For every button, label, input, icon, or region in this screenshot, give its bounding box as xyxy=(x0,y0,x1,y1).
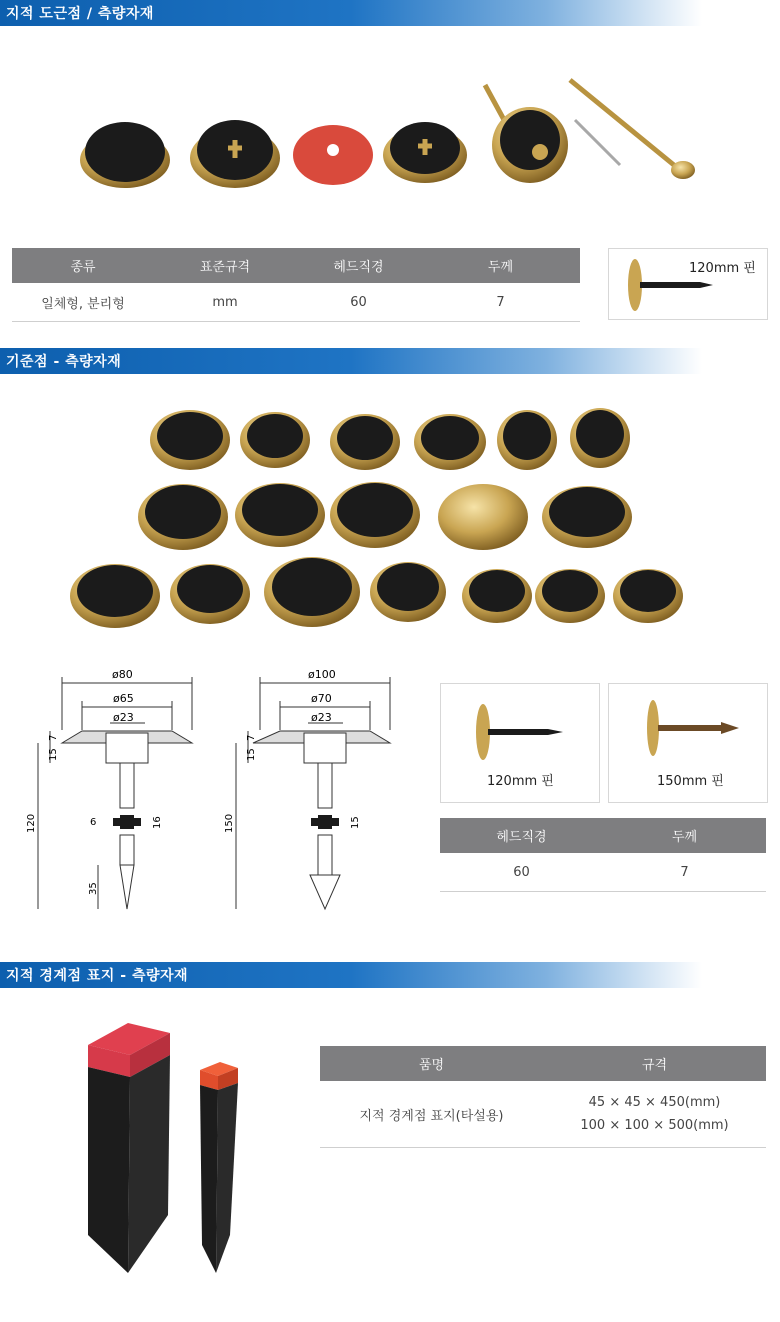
col-spec: 규격 xyxy=(543,1046,766,1081)
marker-disc-2 xyxy=(190,120,280,188)
long-nail xyxy=(570,80,695,179)
dim-height-15: 15 xyxy=(246,748,257,761)
cell-thickness: 7 xyxy=(421,283,580,322)
large-boundary-stake xyxy=(88,1023,170,1273)
section-title: 지적 경계점 표지 - 측량자재 xyxy=(6,968,189,984)
pin-120-caption: 120mm 핀 xyxy=(487,774,554,789)
boundary-marker-spec-table xyxy=(320,1046,766,1148)
dim-total-length: 120 xyxy=(26,813,37,833)
dim-cross-width: 6 xyxy=(90,817,97,828)
marker-disc-1 xyxy=(80,122,170,188)
table-row xyxy=(440,853,766,892)
dim-height-7: 7 xyxy=(246,734,257,741)
col-product-name: 품명 xyxy=(320,1046,543,1081)
dim-cross-height: 16 xyxy=(152,816,163,829)
cell-thickness: 7 xyxy=(603,853,766,892)
table-header-row xyxy=(320,1046,766,1081)
col-head-diameter: 헤드직경 xyxy=(440,818,603,853)
section-banner-gijunjeom xyxy=(0,348,780,374)
pin-150-box xyxy=(608,683,768,803)
dim-outer-diameter: ø100 xyxy=(308,668,336,681)
dim-height-15: 15 xyxy=(48,748,59,761)
cell-head-diameter: 60 xyxy=(440,853,603,892)
technical-drawing-80 xyxy=(20,665,210,915)
marker-disc-3 xyxy=(383,122,467,183)
table-header-row xyxy=(440,818,766,853)
dim-mid-diameter: ø70 xyxy=(311,692,332,705)
table-row xyxy=(12,283,580,322)
col-standard: 표준규격 xyxy=(154,248,296,283)
cell-standard: mm xyxy=(154,283,296,322)
dim-cross-height: 15 xyxy=(350,816,361,829)
survey-markers-photo xyxy=(70,70,710,200)
technical-drawing-100 xyxy=(218,665,418,915)
col-type: 종류 xyxy=(12,248,154,283)
dim-height-7: 7 xyxy=(48,734,59,741)
dim-total-length: 150 xyxy=(224,813,235,833)
cell-head-diameter: 60 xyxy=(296,283,421,322)
dim-mid-diameter: ø65 xyxy=(113,692,134,705)
section-title: 지적 도근점 / 측량자재 xyxy=(6,6,154,22)
cell-type: 일체형, 분리형 xyxy=(12,283,154,322)
pin-photo-box xyxy=(608,248,768,320)
pin-150-caption: 150mm 핀 xyxy=(657,774,724,789)
pin-150-image xyxy=(643,698,743,758)
marker-disc-red xyxy=(293,125,373,185)
cell-spec xyxy=(543,1081,766,1148)
dim-inner-diameter: ø23 xyxy=(311,711,332,724)
col-head-diameter: 헤드직경 xyxy=(296,248,421,283)
small-boundary-stake xyxy=(200,1062,238,1273)
small-nail xyxy=(575,120,620,165)
section-banner-dogeunjeom xyxy=(0,0,780,26)
gijunjeom-spec-table xyxy=(440,818,766,892)
dim-inner-diameter: ø23 xyxy=(113,711,134,724)
table-row xyxy=(320,1081,766,1148)
cell-product-name: 지적 경계점 표지(타설용) xyxy=(320,1081,543,1148)
pin-120-image xyxy=(471,702,571,762)
reference-markers-photo xyxy=(65,400,695,635)
marker-with-nail xyxy=(485,85,568,183)
col-thickness: 두께 xyxy=(421,248,580,283)
spec-large: 100 × 100 × 500(mm) xyxy=(580,1118,729,1133)
section-banner-boundary-marker xyxy=(0,962,780,988)
table-header-row xyxy=(12,248,580,283)
dim-tip-length: 35 xyxy=(88,882,99,895)
dogeunjeom-spec-table xyxy=(12,248,580,322)
boundary-marker-photo xyxy=(80,1015,250,1280)
section-title: 기준점 - 측량자재 xyxy=(6,354,122,370)
col-thickness: 두께 xyxy=(603,818,766,853)
pin-120-box xyxy=(440,683,600,803)
pin-caption: 120mm 핀 xyxy=(689,261,756,276)
spec-small: 45 × 45 × 450(mm) xyxy=(588,1095,721,1110)
dim-outer-diameter: ø80 xyxy=(112,668,133,681)
